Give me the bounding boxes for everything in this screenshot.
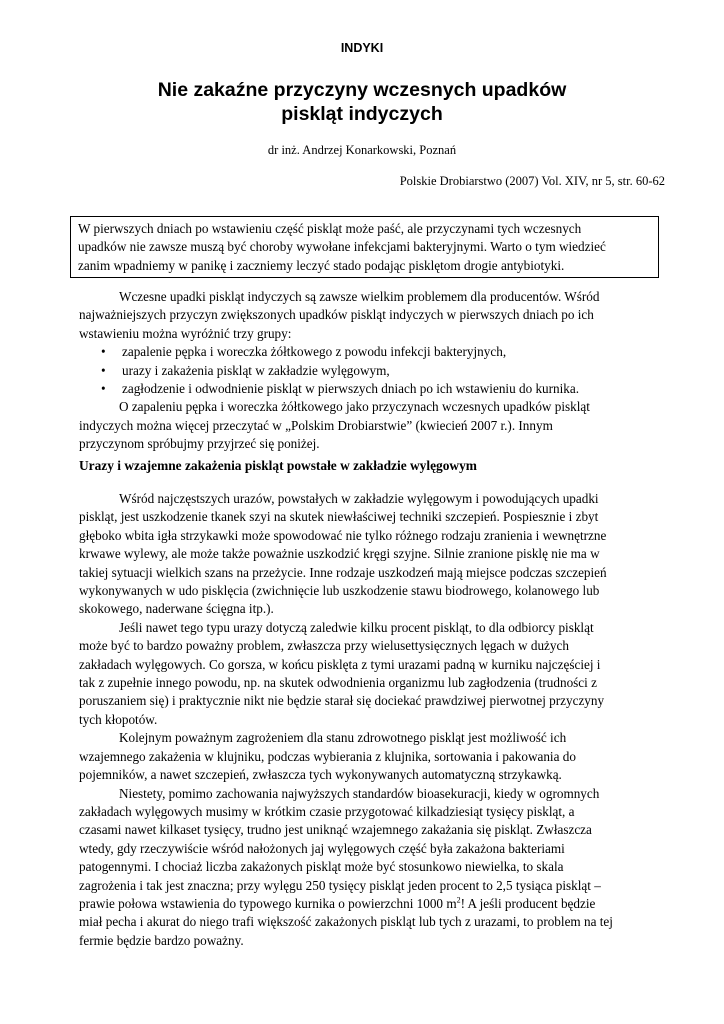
text-line: wstawieniu można wyróżnić trzy grupy:	[79, 325, 292, 341]
text-line: Jeśli nawet tego typu urazy dotyczą zaledwie kilku procent piskląt, to dla odbiorcy piskląt	[119, 619, 594, 635]
text-line: Niestety, pomimo zachowania najwyższych standardów bioasekuracji, kiedy w ogromnych	[119, 785, 600, 801]
list-item-text: urazy i zakażenia piskląt w zakładzie wylęgowym,	[122, 362, 390, 378]
section-body	[79, 490, 679, 950]
text-line: czasami nawet kilkaset tysięcy, trudno jest uniknąć wzajemnego zakażania się piskląt. Zwłaszcza	[79, 822, 592, 838]
list-item	[79, 362, 679, 380]
article-title	[0, 78, 724, 126]
text-line: wzajemnego zakażenia w klujniku, podczas wybierania z klujnika, sortowania i pakowania do	[79, 748, 576, 764]
text-line: indyczych można więcej przeczytać w „Polskim Drobiarstwie” (kwiecień 2007 r.). Innym	[79, 417, 553, 433]
author-line: dr inż. Andrzej Konarkowski, Poznań	[267, 143, 457, 157]
text-fragment: ! A jeśli producent będzie	[460, 895, 596, 911]
text-line: skokowego, naderwane ścięgna itp.).	[79, 601, 274, 617]
bullet-marker: •	[101, 344, 106, 360]
text-line: zakładach wylęgowych. Co gorsza, w końcu pisklęta z tymi urazami padną w kurniku najczęściej i	[79, 656, 601, 672]
text-line: przyczynom spróbujmy przyjrzeć się poniżej.	[79, 436, 320, 452]
text-line: zakładach wylęgowych musimy w krótkim czasie przygotować kilkadziesiąt tysięcy piskląt, a	[79, 803, 575, 819]
text-line: krwawe wylewy, ale może także poważnie uszkodzić kręgi szyjne. Silnie zranione pisklę nie ma w	[79, 546, 600, 562]
text-line: fermie będzie bardzo poważny.	[79, 932, 244, 948]
section-heading: Urazy i wzajemne zakażenia piskląt powstałe w zakładzie wylęgowym	[79, 458, 477, 473]
text-line: pojemników, a nawet szczepień, zwłaszcza tych wykonywanych automatyczną strzykawką.	[79, 767, 562, 783]
title-line: Nie zakaźne przyczyny wczesnych upadków	[157, 79, 567, 101]
list-item	[79, 380, 679, 398]
text-line: takiej sytuacji wielkich szans na przeżycie. Inne rodzaje uszkodzeń mają miejsce podczas szczepień	[79, 564, 607, 580]
citation-line: Polskie Drobiarstwo (2007) Vol. XIV, nr 5, str. 60-62	[399, 174, 665, 188]
bullet-marker: •	[101, 381, 106, 397]
text-line: wykonywanych w udo pisklęcia (zwichnięcie lub uszkodzenie stawu biodrowego, kolanowego lub	[79, 583, 600, 599]
text-line: Wczesne upadki piskląt indyczych są zawsze wielkim problemem dla producentów. Wśród	[119, 289, 600, 304]
text-line: może być to bardzo poważny problem, zwłaszcza przy wielusettysięcznych lęgach w dużych	[79, 638, 569, 654]
lead-line: upadków nie zawsze muszą być choroby wywołane infekcjami bakteryjnymi. Warto o tym wiedzieć	[78, 239, 606, 255]
intro-section	[79, 288, 679, 454]
lead-line: W pierwszych dniach po wstawieniu część piskląt może paść, ale przyczynami tych wczesnych	[78, 221, 582, 236]
lead-line: zanim wpadniemy w panikę i zaczniemy leczyć stado podając pisklętom drogie antybiotyki.	[78, 257, 565, 273]
text-line: patogennymi. I chociaż liczba zakażonych piskląt może być stosunkowo niewielka, to skala	[79, 859, 564, 875]
text-line: Wśród najczęstszych urazów, powstałych w zakładzie wylęgowym i powodujących upadki	[119, 491, 599, 506]
text-line: zagrożenia i tak jest znaczna; przy wylęgu 250 tysięcy piskląt jeden procent to 2,5 tysiąca piskląt –	[79, 877, 601, 893]
text-line: wtedy, gdy rzeczywiście wśród nałożonych jaj wylęgowych część była zakażona bakteriami	[79, 840, 565, 856]
text-line: O zapaleniu pępka i woreczka żółtkowego jako przyczynach wczesnych upadków piskląt	[119, 399, 590, 415]
text-line: głęboko wbita igła strzykawki może spowodować nie tylko różnego rodzaju zranienia i wewnętrzne	[79, 527, 607, 543]
text-line: Kolejnym poważnym zagrożeniem dla stanu zdrowotnego piskląt jest możliwość ich	[119, 730, 567, 746]
superscript: 2	[456, 895, 461, 905]
lead-box	[70, 216, 659, 278]
section-label: INDYKI	[340, 41, 384, 55]
list-item	[79, 343, 679, 361]
list-item-text: zagłodzenie i odwodnienie piskląt w pierwszych dniach po ich wstawieniu do kurnika.	[122, 381, 580, 397]
text-line: piskląt, jest uszkodzenie tkanek szyi na skutek niewłaściwej techniki szczepień. Pospiesznie i zbyt	[79, 509, 599, 525]
text-line: poruszaniem się) i praktycznie nikt nie będzie starał się dociekać prawdziwej pierwotnej przyczyny	[79, 693, 605, 709]
title-line: piskląt indyczych	[281, 103, 443, 125]
text-line: tych kłopotów.	[79, 711, 158, 727]
text-line: tak z zupełnie innego powodu, np. na skutek odwodnienia organizmu lub zagłodzenia (trudności z	[79, 675, 597, 691]
bullet-marker: •	[101, 362, 106, 378]
text-fragment: prawie połowa wstawienia do typowego kurnika o powierzchni 1000 m	[79, 895, 457, 911]
text-line	[79, 895, 679, 913]
text-line: najważniejszych przyczyn zwiększonych upadków piskląt indyczych w pierwszych dniach po ich	[79, 307, 594, 323]
text-line: miał pecha i akurat do niego trafi większość zakażonych piskląt lub tych z urazami, to problem na tej	[79, 914, 613, 930]
list-item-text: zapalenie pępka i woreczka żółtkowego z powodu infekcji bakteryjnych,	[122, 344, 507, 360]
